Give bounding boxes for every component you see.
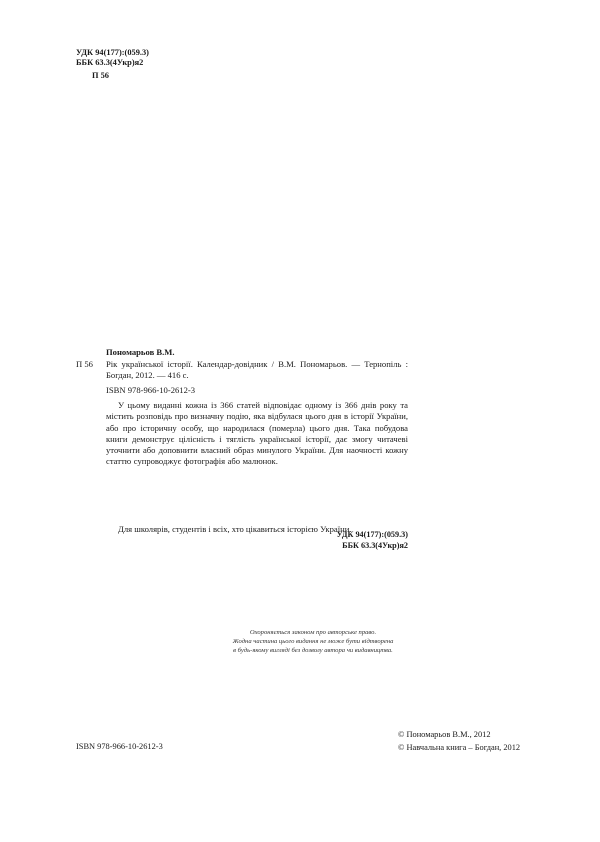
copyright-notice [198,628,428,655]
footer-isbn: ISBN 978-966-10-2612-3 [76,742,163,751]
copyright-notice-line: Охороняється законом про авторське право. [249,629,377,636]
copyright-author: © Пономарьов В.М., 2012 [398,730,491,739]
udk-code: УДК 94(177):(059.3) [76,48,149,57]
catalog-isbn: ISBN 978-966-10-2612-3 [106,385,196,395]
catalog-bbk: ББК 63.3(4Укр)я2 [342,541,408,550]
catalog-author-mark: П 56 [76,359,93,369]
catalog-udk: УДК 94(177):(059.3) [336,530,408,539]
copyright-notice-line: в будь-якому вигляді без дозволу автора чи видавництва. [233,647,393,654]
author-name: Пономарьов В.М. [106,347,175,357]
copyright-notice-line: Жодна частина цього видання не може бути відтворена [232,638,394,645]
bibliographic-description: Рік української історії. Календар-довідник / В.М. Пономарьов. — Тернопіль : Богдан, 2012. — 416 с. [106,359,408,381]
bbk-code: ББК 63.3(4Укр)я2 [76,58,144,67]
footer-copyright [398,729,520,754]
audience-note: Для школярів, студентів і всіх, хто цікавиться історією України. [118,524,352,534]
author-mark: П 56 [92,71,109,80]
annotation: У цьому виданні кожна із 366 статей відповідає одному із 366 днів року та містить розповідь про визначну подію, яка відбулася цього дня в історії України, або про історичну особу, що народилася (померла) цього дня. Така побудова книги демонструє цілісність і тяглість української історії, дає змогу читачеві уточнити або доповнити власний образ минулого України. Для наочності кожну статтю супроводжує фотографія або малюнок. [106,400,408,467]
copyright-publisher: © Навчальна книга – Богдан, 2012 [398,742,521,752]
